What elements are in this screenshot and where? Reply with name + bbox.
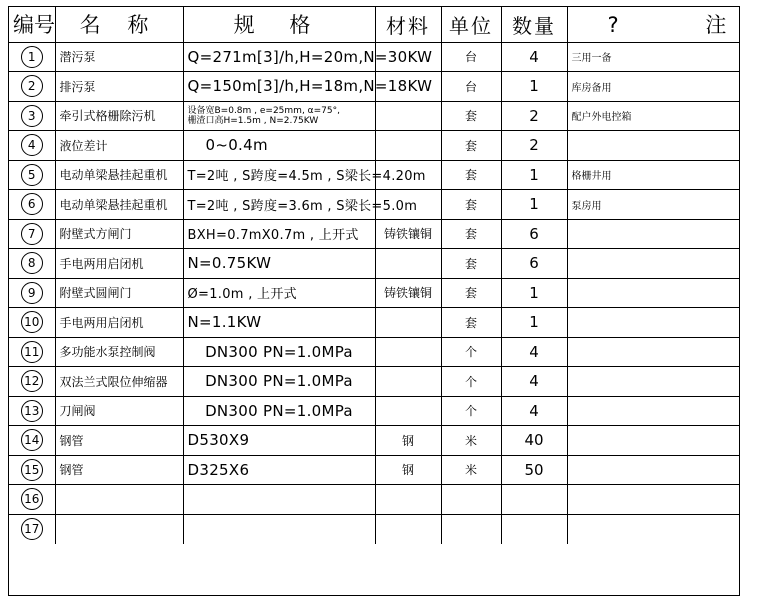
row-number-circle: 11 [21,341,43,363]
row-spec: 0~0.4m [183,131,375,161]
table-body [9,42,739,544]
row-note: 库房备用 [567,72,739,102]
row-unit: 台 [441,42,501,72]
row-unit: 套 [441,101,501,131]
row-name: 手电两用启闭机 [55,308,183,338]
row-spec: T=2吨 , S跨度=4.5m , S梁长=4.20m [183,160,375,190]
row-quantity: 6 [501,249,567,279]
row-material: 钢 [375,426,441,456]
row-name: 附壁式圆闸门 [55,278,183,308]
row-number-cell [9,485,55,515]
row-spec: BXH=0.7mX0.7m , 上开式 [183,219,375,249]
row-material [375,396,441,426]
row-unit: 套 [441,249,501,279]
row-unit: 个 [441,367,501,397]
row-quantity [501,514,567,544]
header-spec: 规 格 [183,7,375,42]
row-number-circle: 6 [21,193,43,215]
row-name: 附壁式方闸门 [55,219,183,249]
row-name: 刀闸阀 [55,396,183,426]
row-spec-line1: 设备宽B=0.8m , e=25mm, α=75°, [187,105,340,116]
header-qty: 数量 [501,7,567,42]
row-number-cell [9,308,55,338]
row-spec: T=2吨 , S跨度=3.6m , S梁长=5.0m [183,190,375,220]
table-row [9,337,739,367]
row-material [375,249,441,279]
row-material [375,514,441,544]
row-number-cell [9,367,55,397]
row-note [567,367,739,397]
row-note [567,219,739,249]
row-unit: 米 [441,455,501,485]
row-spec-line2: 栅渣口高H=1.5m , N=2.75KW [187,115,319,126]
row-unit: 套 [441,131,501,161]
row-quantity: 2 [501,131,567,161]
row-spec: Q=271m[3]/h,H=20m,N=30KW [183,42,375,72]
row-note: 三用一备 [567,42,739,72]
table-row [9,190,739,220]
row-number-cell [9,160,55,190]
row-number-circle: 5 [21,164,43,186]
row-material: 铸铁镶铜 [375,219,441,249]
row-name: 液位差计 [55,131,183,161]
equipment-table [9,7,766,544]
row-spec: Q=150m[3]/h,H=18m,N=18KW [183,72,375,102]
row-spec: DN300 PN=1.0MPa [183,337,375,367]
row-note: 格栅井用 [567,160,739,190]
row-name: 手电两用启闭机 [55,249,183,279]
row-number-cell [9,42,55,72]
table-row [9,160,739,190]
row-unit: 套 [441,219,501,249]
row-name: 双法兰式限位伸缩器 [55,367,183,397]
row-number-cell [9,426,55,456]
header-material: 材料 [375,7,441,42]
row-unit: 套 [441,278,501,308]
row-number-cell [9,337,55,367]
row-number-circle: 7 [21,223,43,245]
row-quantity [501,485,567,515]
row-number-circle: 16 [21,488,43,510]
row-material [375,485,441,515]
table-row [9,514,739,544]
table-row [9,101,739,131]
row-note [567,485,739,515]
row-note [567,308,739,338]
table-row [9,485,739,515]
row-material: 铸铁镶铜 [375,278,441,308]
row-material [375,337,441,367]
header-name: 名 称 [55,7,183,42]
row-number-circle: 14 [21,429,43,451]
row-number-circle: 13 [21,400,43,422]
row-material [375,308,441,338]
row-quantity: 4 [501,396,567,426]
table-row [9,72,739,102]
row-spec [183,514,375,544]
header-note: ? 注 [567,7,739,42]
row-spec: N=0.75KW [183,249,375,279]
row-quantity: 1 [501,190,567,220]
header-unit: 单位 [441,7,501,42]
row-name [55,514,183,544]
row-quantity: 4 [501,367,567,397]
row-note [567,426,739,456]
row-material [375,101,441,131]
row-name [55,485,183,515]
row-number-circle: 12 [21,370,43,392]
row-unit: 套 [441,160,501,190]
row-quantity: 4 [501,337,567,367]
row-material [375,131,441,161]
row-note [567,396,739,426]
row-number-circle: 15 [21,459,43,481]
equipment-table-sheet [8,6,766,596]
header-no: 编号 [9,7,55,42]
row-unit: 台 [441,72,501,102]
row-spec: N=1.1KW [183,308,375,338]
row-number-cell [9,190,55,220]
row-number-cell [9,101,55,131]
table-row [9,42,739,72]
row-name: 多功能水泵控制阀 [55,337,183,367]
row-number-cell [9,455,55,485]
row-material [375,367,441,397]
row-name: 排污泵 [55,72,183,102]
header-row [9,7,739,42]
row-number-cell [9,396,55,426]
row-name: 钢管 [55,455,183,485]
table-row [9,396,739,426]
row-number-circle: 2 [21,75,43,97]
row-number-circle: 9 [21,282,43,304]
row-spec: DN300 PN=1.0MPa [183,396,375,426]
row-quantity: 1 [501,160,567,190]
row-spec [183,101,375,131]
row-spec: DN300 PN=1.0MPa [183,367,375,397]
row-material: 钢 [375,455,441,485]
row-spec [183,485,375,515]
row-number-circle: 8 [21,252,43,274]
row-number-cell [9,131,55,161]
row-number-cell [9,514,55,544]
row-note [567,455,739,485]
row-note: 泵房用 [567,190,739,220]
table-row [9,367,739,397]
row-number-circle: 4 [21,134,43,156]
row-number-cell [9,219,55,249]
row-name: 牵引式格栅除污机 [55,101,183,131]
row-number-circle: 3 [21,105,43,127]
row-quantity: 50 [501,455,567,485]
row-quantity: 40 [501,426,567,456]
row-unit: 套 [441,190,501,220]
row-note: 配户外电控箱 [567,101,739,131]
row-number-circle: 1 [21,46,43,68]
row-name: 钢管 [55,426,183,456]
row-unit: 个 [441,337,501,367]
table-row [9,308,739,338]
row-number-cell [9,278,55,308]
row-quantity: 2 [501,101,567,131]
table-row [9,278,739,308]
row-note [567,131,739,161]
row-quantity: 1 [501,308,567,338]
row-quantity: 1 [501,72,567,102]
row-unit: 米 [441,426,501,456]
row-name: 潜污泵 [55,42,183,72]
row-spec: Ø=1.0m , 上开式 [183,278,375,308]
row-name: 电动单梁悬挂起重机 [55,190,183,220]
row-note [567,278,739,308]
table-row [9,249,739,279]
table-row [9,426,739,456]
row-unit: 套 [441,308,501,338]
row-quantity: 4 [501,42,567,72]
table-row [9,455,739,485]
row-quantity: 6 [501,219,567,249]
row-quantity: 1 [501,278,567,308]
row-number-circle: 10 [21,311,43,333]
row-note [567,249,739,279]
row-note [567,337,739,367]
row-name: 电动单梁悬挂起重机 [55,160,183,190]
row-unit [441,485,501,515]
row-note [567,514,739,544]
row-unit: 个 [441,396,501,426]
row-spec: D530X9 [183,426,375,456]
row-number-cell [9,72,55,102]
row-number-circle: 17 [21,518,43,540]
row-unit [441,514,501,544]
row-spec: D325X6 [183,455,375,485]
table-row [9,131,739,161]
row-number-cell [9,249,55,279]
table-row [9,219,739,249]
